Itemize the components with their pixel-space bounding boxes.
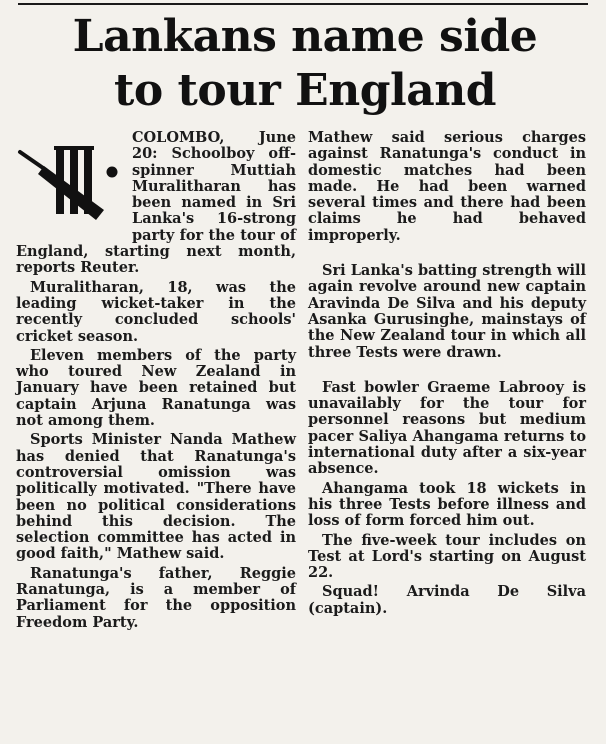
paragraph-4: Sports Minister Nanda Mathew has denied that Ranatunga's controversial omission was politically motivated. "There have been no political considerations behind this decision. The selection committee has acted in good faith," Mathew said. xyxy=(16,431,296,563)
headline-line-1: Lankans name side xyxy=(72,11,538,62)
paragraph-11: Squad! Arvinda De Silva (captain). xyxy=(308,583,586,617)
paragraph-1-text: Schoolboy off-spinner Muttiah Muralitharan has been named in Sri Lanka's 16-strong party for the tour of England, starting next month, reports Reuter. xyxy=(16,145,296,277)
cricket-stumps-icon xyxy=(16,132,126,236)
dateline: COLOMBO, June 20: xyxy=(132,129,296,163)
paragraph-8: Fast bowler Graeme Labrooy is unavailably for the tour for personnel reasons but medium pacer Saliya Ahangama returns to international duty after a six-year absence. xyxy=(308,378,586,478)
paragraph-6: Mathew said serious charges against Ranatunga's conduct in domestic matches had been made. He had been warned several times and there had been claims he had behaved improperly. xyxy=(308,129,586,244)
left-column xyxy=(16,130,296,631)
paragraph-2: Muralitharan, 18, was the leading wicket-taker in the recently concluded schools' cricket season. xyxy=(16,278,296,345)
right-column xyxy=(308,130,586,617)
headline xyxy=(10,10,600,118)
paragraph-5: Ranatunga's father, Reggie Ranatunga, is a member of Parliament for the opposition Freedom Party. xyxy=(16,564,296,631)
paragraph-9: Ahangama took 18 wickets in his three Tests before illness and loss of form forced him out. xyxy=(308,479,586,530)
paragraph-1 xyxy=(16,130,296,277)
paragraph-7: Sri Lanka's batting strength will again revolve around new captain Aravinda De Silva and his deputy Asanka Gurusinghe, mainstays of the New Zealand tour in which all three Tests were drawn. xyxy=(308,262,586,361)
headline-line-2: to tour England xyxy=(114,65,496,116)
top-rule xyxy=(18,3,588,5)
paragraph-3: Eleven members of the party who toured New Zealand in January have been retained but captain Arjuna Ranatunga was not among them. xyxy=(16,346,296,430)
paragraph-10: The five-week tour includes on Test at Lord's starting on August 22. xyxy=(308,531,586,582)
